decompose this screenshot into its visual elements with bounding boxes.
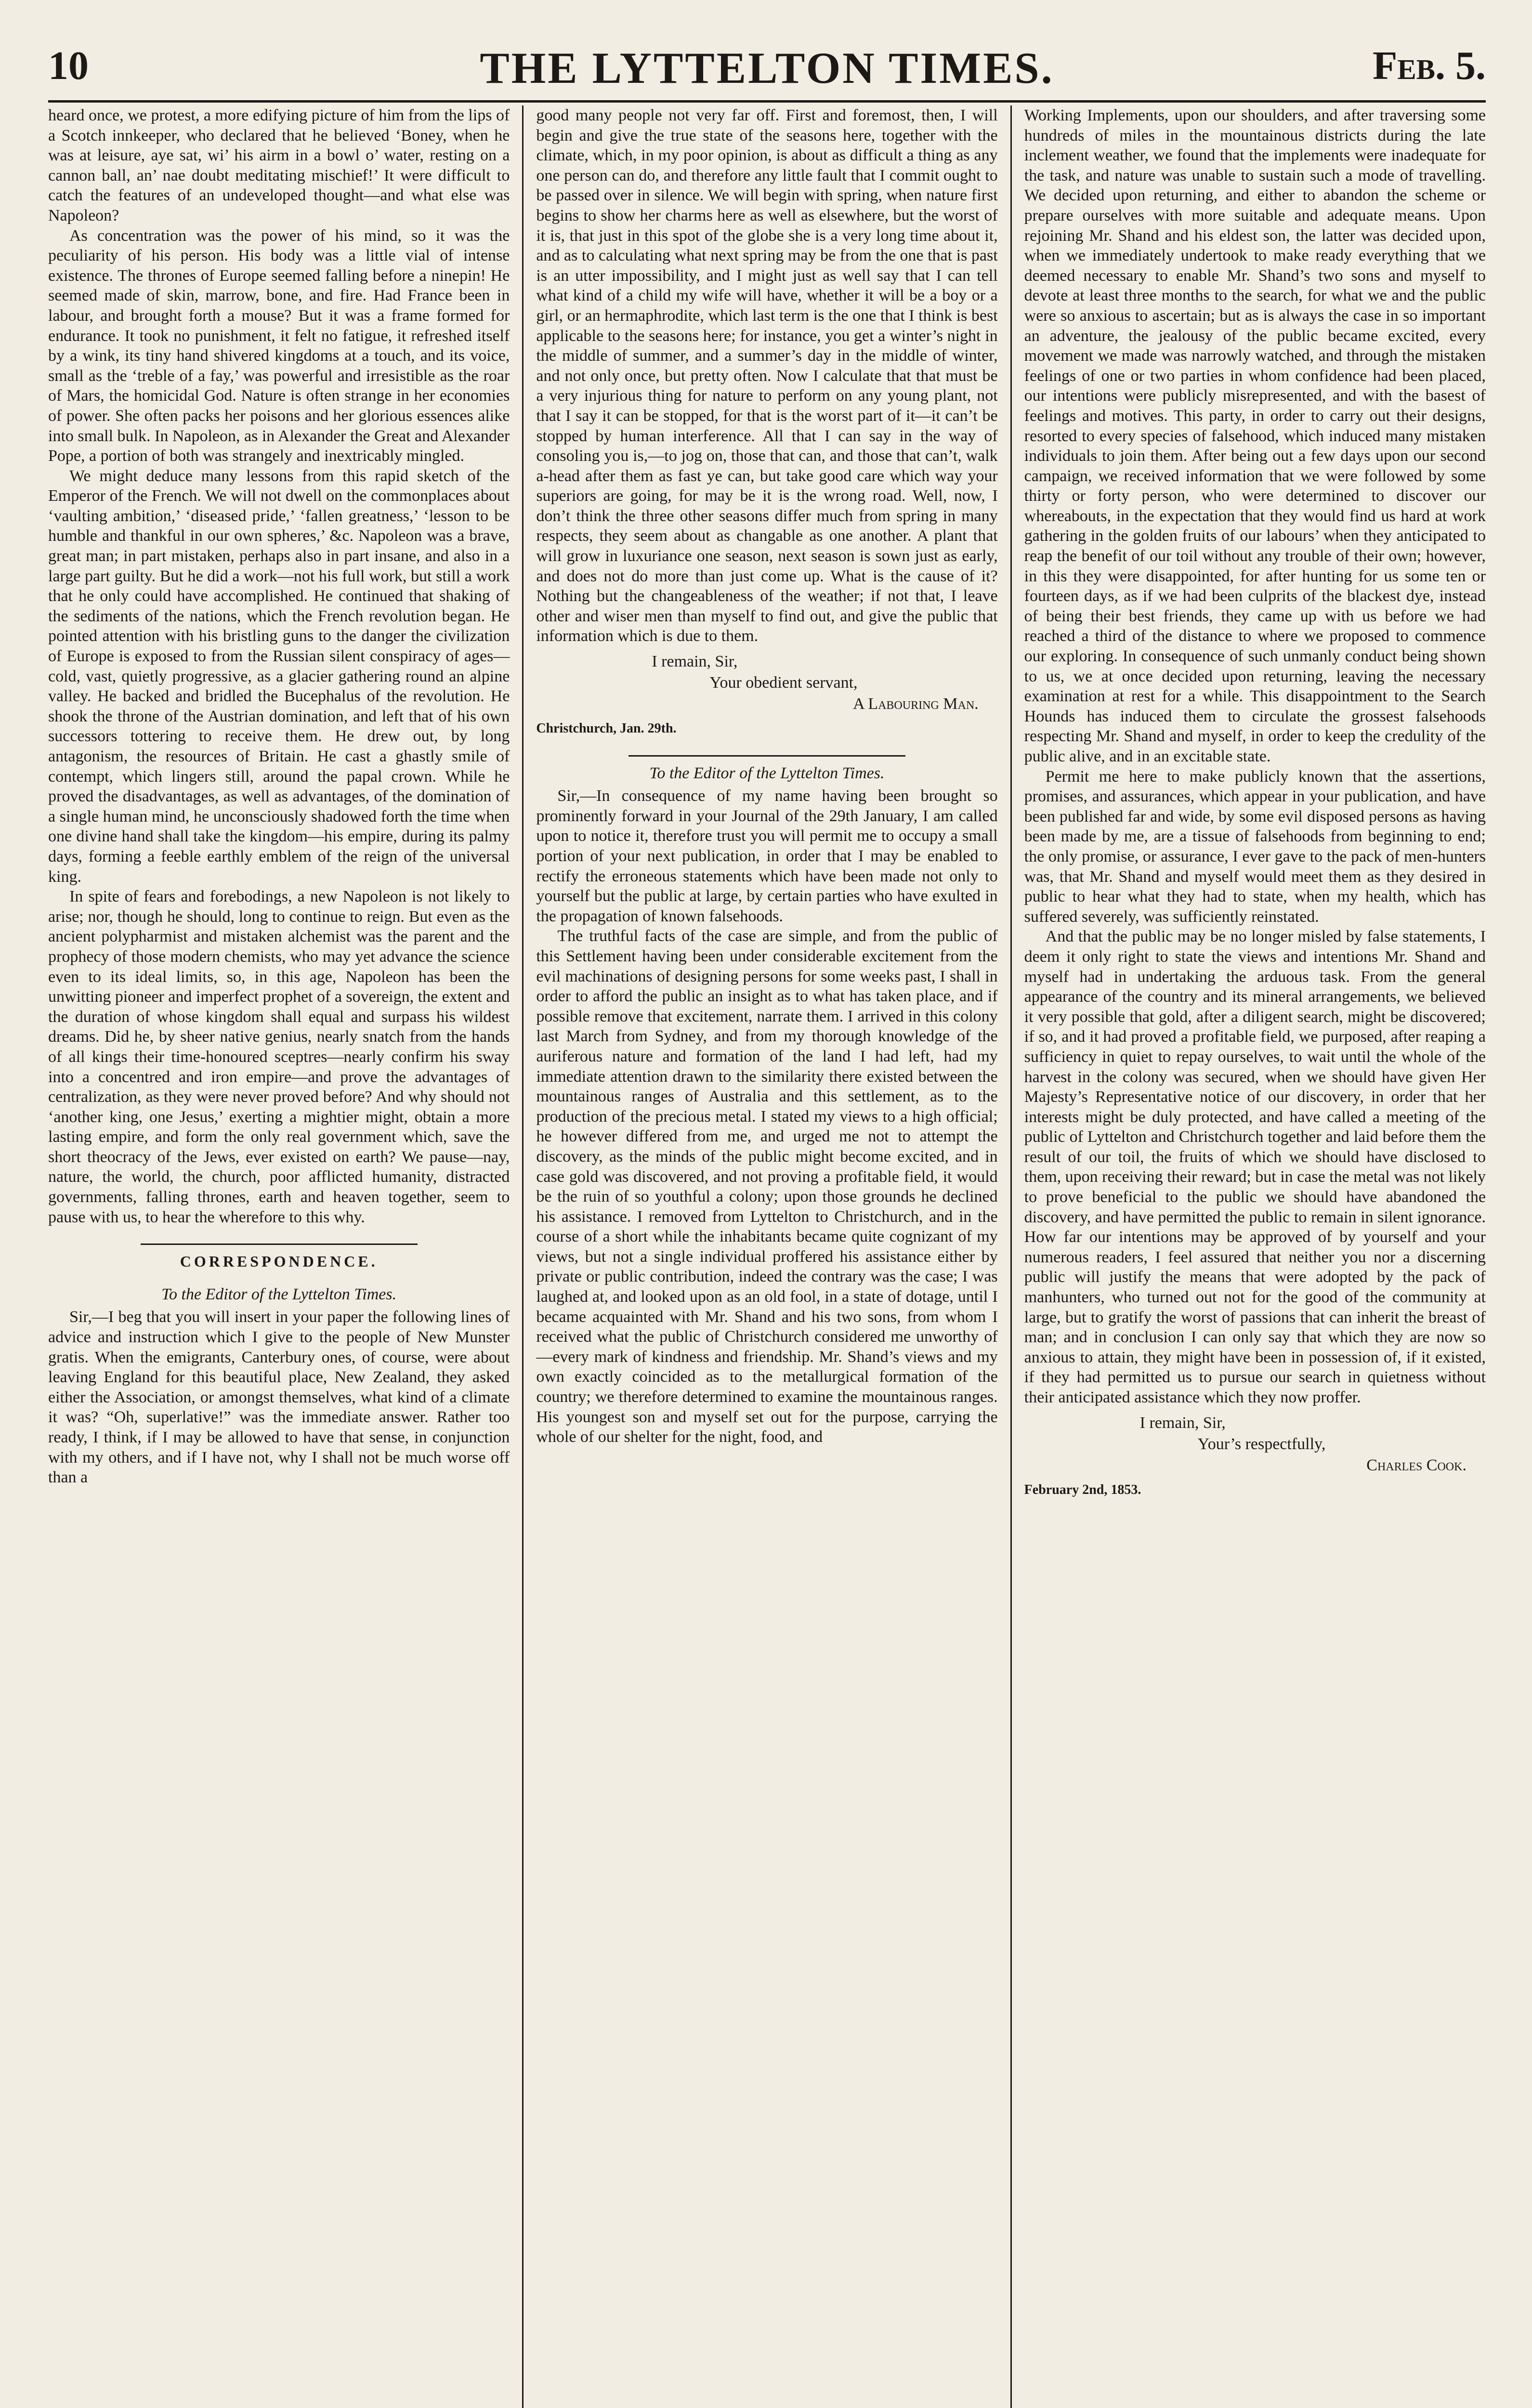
columns	[48, 105, 1486, 2408]
issue-date: Feb. 5.	[1372, 43, 1486, 88]
letter-signoff	[536, 651, 997, 715]
letter-paragraph: Sir,—I beg that you will insert in your paper the following lines of advice and instruction which I give to the people of New Munster gratis. When the emigrants, Canterbury ones, of course, were about leaving England for this beautiful place, New Zealand, they asked either the Association, or amongst themselves, what kind of a climate it was? “Oh, superlative!” was the immediate answer. Rather too ready, I think, if I may be allowed to have that sense, in conjunction with my others, and if I have not, why I shall not be much worse off than a	[48, 1308, 510, 1487]
article-paragraph: We might deduce many lessons from this rapid sketch of the Emperor of the French. We will not dwell on the commonplaces about ‘vaulting ambition,’ ‘diseased pride,’ ‘fallen greatness,’ ‘lesson to be humble and thankful in our own spheres,’ &c. Napoleon was a brave, great man; in part mistaken, perhaps also in part insane, and also in a large part guilty. But he did a work—not his full work, but still a work that he only could have accomplished. He continued that shaking of the sediments of the nations, which the French revolution began. He pointed attention with his bristling guns to the danger the civilization of Europe is exposed to from the Russian silent conspiracy of ages—cold, vast, quietly progressive, as a glacier gathering round an alpine valley. He backed and bridled the Bucephalus of the revolution. He shook the throne of the Austrian domination, and left that of his own successors tottering to receive them. He drew out, by long antagonism, the resources of Britain. He cast a ghastly smile of contempt, which lingers still, around the papal crown. While he proved the disadvantages, as well as advantages, of the domination of a single human mind, he unconsciously shadowed forth the time when one divine hand shall take the kingdom—his empire, during its palmy days, forming a feeble earthly emblem of the reign of the universal king.	[48, 467, 510, 886]
letter-dateline: February 2nd, 1853.	[1024, 1482, 1141, 1497]
letter-paragraph: And that the public may be no longer misled by false statements, I deem it only right to state the views and intentions Mr. Shand and myself had in undertaking the arduous task. From the general appearance of the country and its mineral arrangements, we believed it very possible that gold, after a diligent search, might be discovered; if so, and it had proved a profitable field, we purposed, after reaping a sufficiency in quiet to repay ourselves, to wait until the whole of the harvest in the colony was secured, when we should have given Her Majesty’s Representative notice of our discovery, in order that her interests might be duly protected, and have called a meeting of the public of Lyttelton and Christchurch together and laid before them the result of our toil, the fruits of which we should have disclosed to them, upon receiving their reward; but in case the metal was not likely to prove beneficial to the public we should have abandoned the discovery, and have permitted the public to remain in silent ignorance. How far our intentions may be approved of by yourself and your numerous readers, I feel assured that neither you nor a discerning public will justify the means that were adopted by the pack of manhunters, who turned out not for the good of the community at large, but to gratify the worst of passions that can inherit the breast of man; and in conclusion I can only say that which they are now so anxious to attain, they might have been in possession of, if it existed, if they had permitted us to pursue our search in quietness without their anticipated assistance which they now proffer.	[1024, 928, 1486, 1406]
masthead	[48, 42, 1486, 103]
letter-salutation: To the Editor of the Lyttelton Times.	[649, 764, 885, 782]
section-divider	[629, 755, 905, 757]
section-divider	[141, 1243, 418, 1245]
page-number: 10	[48, 43, 89, 88]
correspondence-heading: CORRESPONDENCE.	[180, 1253, 378, 1270]
column-2	[522, 105, 1010, 2408]
letter-paragraph: Sir,—In consequence of my name having been brought so prominently forward in your Journal of the 29th January, I am called upon to notice it, therefore trust you will permit me to occupy a small portion of your next publication, in order that I may be enabled to rectify the erroneous statements which have been made not only to yourself but the public at large, by certain parties who have exulted in the propagation of known falsehoods.	[536, 787, 998, 925]
signoff-line: I remain, Sir,	[652, 653, 738, 671]
letter-salutation: To the Editor of the Lyttelton Times.	[161, 1285, 397, 1303]
letter-paragraph: The truthful facts of the case are simple, and from the public of this Settlement having been under considerable excitement from the evil machinations of designing persons for some weeks past, I shall in order to afford the public an insight as to what has taken place, and if possible remove that excitement, narrate them. I arrived in this colony last March from Sydney, and from my thorough knowledge of the auriferous nature and formation of the land I had left, had my immediate attention drawn to the similarity there existed between the mountainous ranges of Australia and this settlement, as to the production of the precious metal. I stated my views to a high official; he however differed from me, and urged me not to attempt the discovery, as the minds of the public might become excited, and in case gold was discovered, and not proving a profitable field, it would be the ruin of so youthful a colony; upon those grounds he declined his assistance. I removed from Lyttelton to Christchurch, and in the course of a short while the inhabitants became quite cognizant of my views, but not a single individual proffered his assistance either by private or public contribution, indeed the contrary was the case; I was laughed at, and looked upon as an old fool, in a state of dotage, until I became acquainted with Mr. Shand and his two sons, from whom I received what the public of Christchurch considered me unworthy of—every mark of kindness and friendship. Mr. Shand’s views and my own exactly coincided as to the metallurgical formation of the country; we therefore determined to examine the mountainous ranges. His youngest son and myself set out for the purpose, carrying the whole of our shelter for the night, food, and	[536, 927, 998, 1446]
letter-paragraph: Working Implements, upon our shoulders, and after traversing some hundreds of miles in the mountainous districts during the late inclement weather, we found that the implements were inadequate for the task, and nature was unable to sustain such a mode of travelling. We decided upon returning, and either to abandon the scheme or prepare ourselves with more suitable and adequate means. Upon rejoining Mr. Shand and his eldest son, the latter was decided upon, when we immediately undertook to make ready everything that we deemed necessary to enable Mr. Shand’s two sons and myself to devote at least three months to the search, for what we and the public were so anxious to ascertain; but as is always the case in so important an adventure, the jealousy of the public became excited, every movement we made was narrowly watched, and through the mistaken feelings of one or two parties in whom confidence had been placed, our intentions were publicly misrepresented, and with the basest of feelings and motives. This party, in order to carry out their designs, resorted to every species of falsehood, which induced many mistaken individuals to join them. After being out a few days upon our second campaign, we received information that we were followed by some thirty or forty person, who were determined to discover our whereabouts, in the expectation that they would find us hard at work gathering in the golden fruits of our labours’ when they anticipated to reap the benefit of our toil without any trouble of their own; however, in this they were disappointed, for after hunting for us some ten or fourteen days, as if we had been culprits of the blackest dye, instead of being their best friends, they came up with us before we had reached a third of the distance to where we proposed to commence our exploring. In consequence of such unmanly conduct being shown to us, we at once decided upon returning, leaving the necessary examination at rest for a while. This disappointment to the Search Hounds has induced them to circulate the grossest falsehoods respecting Mr. Shand and myself, in order to keep the credulity of the public alive, and in an excitable state.	[1024, 106, 1486, 765]
letter-dateline: Christchurch, Jan. 29th.	[536, 721, 677, 736]
column-1	[48, 105, 522, 2408]
signature: A Labouring Man.	[853, 695, 979, 713]
column-3	[1010, 105, 1486, 2408]
letter-signoff	[1024, 1413, 1486, 1476]
article-paragraph: As concentration was the power of his mind, so it was the peculiarity of his person. His body was a little vial of intense existence. The thrones of Europe seemed falling before a ninepin! He seemed made of skin, marrow, bone, and fire. Had France been in labour, and brought forth a mouse? But it was a frame formed for endurance. It took no punishment, it felt no fatigue, it refreshed itself by a wink, its tiny hand shivered kingdoms at a touch, and its voice, small as the ‘treble of a fay,’ was powerful and irresistible as the roar of Mars, the homicidal God. Nature is often strange in her economies of power. She often packs her poisons and her glorious essences alike into small bulk. In Napoleon, as in Alexander the Great and Alexander Pope, a portion of both was strangely and inextricably mingled.	[48, 226, 510, 465]
signoff-line: I remain, Sir,	[1139, 1413, 1226, 1432]
signoff-line: Your obedient servant,	[709, 674, 858, 692]
letter-paragraph: Permit me here to make publicly known that the assertions, promises, and assurances, which appear in your publication, and have been published far and wide, by some evil disposed persons as having been made by me, are a tissue of falsehoods from beginning to end; the only promise, or assurance, I ever gave to the pack of men-hunters was, that Mr. Shand and myself would meet them as they desired in public to hear what they had to state, when my health, which has suffered severely, was sufficiently reinstated.	[1024, 767, 1486, 926]
signoff-line: Your’s respectfully,	[1197, 1435, 1326, 1453]
article-paragraph: In spite of fears and forebodings, a new Napoleon is not likely to arise; nor, though he should, long to continue to reign. But even as the ancient polypharmist and mistaken alchemist was the parent and the prophecy of those modern chemists, who may yet advance the science even to its ideal limits, so, in this age, Napoleon has been the unwitting pioneer and imperfect prophet of a sovereign, the extent and the duration of whose kingdom shall equal and surpass his wildest dreams. Did he, by sheer native genius, nearly snatch from the hands of all kings their time-honoured sceptres—nearly confirm his sway into a concentred and iron empire—and prove the advantages of centralization, as they were never proved before? And why should not ‘another king, one Jesus,’ exerting a mightier might, obtain a more lasting empire, and form the only real government which, save the short theocracy of the Jews, ever existed on earth? We pause—nay, nature, the world, the church, poor afflicted humanity, distracted governments, falling thrones, earth and heaven together, seem to pause with us, to hear the wherefore to this why.	[48, 888, 510, 1226]
article-paragraph: heard once, we protest, a more edifying picture of him from the lips of a Scotch innkeeper, who declared that he believed ‘Boney, when he was at leisure, aye sat, wi’ his airm in a bowl o’ water, resting on a cannon ball, an’ nae doubt meditating mischief!’ It were difficult to catch the features of an undeveloped thought—and what else was Napoleon?	[48, 106, 510, 224]
signature: Charles Cook.	[1366, 1456, 1467, 1474]
newspaper-title: THE LYTTELTON TIMES.	[480, 43, 1054, 92]
letter-paragraph: good many people not very far off. First and foremost, then, I will begin and give the true state of the seasons here, together with the climate, which, in my poor opinion, is about as difficult a thing as any one person can do, and therefore any little fault that I commit ought to be passed over in silence. We will begin with spring, when nature first begins to show her charms here as well as elsewhere, but the worst of it is, that just in this spot of the globe she is a very long time about it, and as to calculating what next spring may be from the one that is past is an utter impossibility, and I might just as well say that I can tell what kind of a child my wife will have, whether it will be a boy or a girl, or an hermaphrodite, which last term is the one that I think is best applicable to the seasons here; for instance, you get a winter’s night in the middle of summer, and a summer’s day in the middle of winter, and not only once, but pretty often. Now I calculate that that must be a very injurious thing for nature to perform on any young plant, not that I say it can be stopped, for that is the worst part of it—it can’t be stopped by human interference. All that I can say in the way of consoling you is,—to jog on, those that can, and those that can’t, walk a-head after them as fast ye can, but take good care which way your superiors are going, for may be it is the wrong road. Well, now, I don’t think the three other seasons differ much from spring in many respects, they seem about as changable as one another. A plant that will grow in luxuriance one season, next season is sown just as early, and does not do more than just come up. What is the cause of it? Nothing but the changeableness of the weather; if not that, I leave other and wiser men than myself to find out, and give the public that information which is due to them.	[536, 106, 998, 645]
